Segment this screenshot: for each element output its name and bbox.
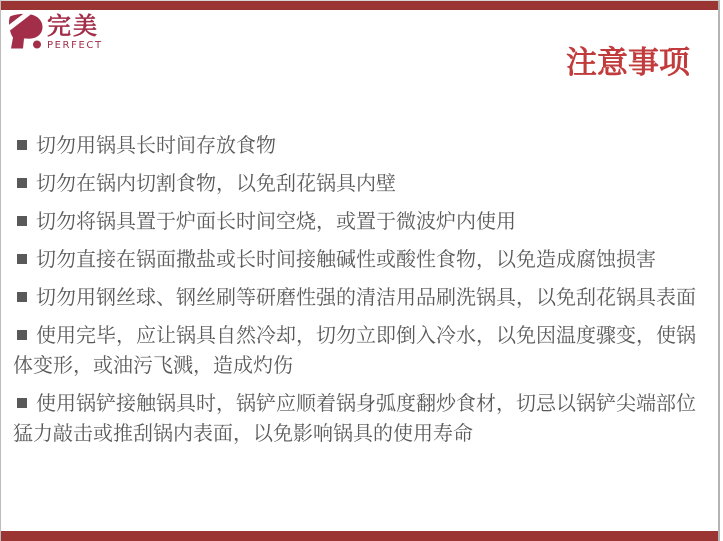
note-text: 使用完毕，应让锅具自然冷却，切勿立即倒入冷水，以免因温度骤变，使锅体变形，或油污飞溅，造成灼伤 [13,323,696,377]
list-item [13,320,703,380]
square-bullet-icon [17,330,27,340]
list-item [13,244,703,274]
square-bullet-icon [17,292,27,302]
list-item [13,168,703,198]
square-bullet-icon [17,254,27,264]
bottom-accent-bar [1,531,718,541]
logo-text [47,13,103,51]
note-text: 切勿直接在锅面撒盐或长时间接触碱性或酸性食物，以免造成腐蚀损害 [36,247,656,271]
square-bullet-icon [17,178,27,188]
square-bullet-icon [17,140,27,150]
list-item [13,130,703,160]
note-text: 切勿用锅具长时间存放食物 [36,133,276,157]
list-item [13,282,703,312]
square-bullet-icon [17,398,27,408]
slide-title: 注意事项 [566,45,690,81]
perfect-logo-icon [9,13,44,50]
precautions-list [13,130,703,456]
note-text: 使用锅铲接触锅具时，锅铲应顺着锅身弧度翻炒食材，切忌以锅铲尖端部位猛力敲击或推刮锅内表面，以免影响锅具的使用寿命 [13,391,696,445]
note-text: 切勿在锅内切割食物，以免刮花锅具内壁 [36,171,396,195]
perfect-logo [9,13,103,51]
logo-brand-chinese: 完美 [47,12,99,40]
square-bullet-icon [17,216,27,226]
list-item [13,206,703,236]
note-text: 切勿将锅具置于炉面长时间空烧，或置于微波炉内使用 [36,209,516,233]
note-text: 切勿用钢丝球、钢丝刷等研磨性强的清洁用品刷洗锅具，以免刮花锅具表面 [36,285,696,309]
logo-brand-english: PERFECT [47,40,103,51]
list-item [13,388,703,448]
top-accent-bar [1,1,718,10]
